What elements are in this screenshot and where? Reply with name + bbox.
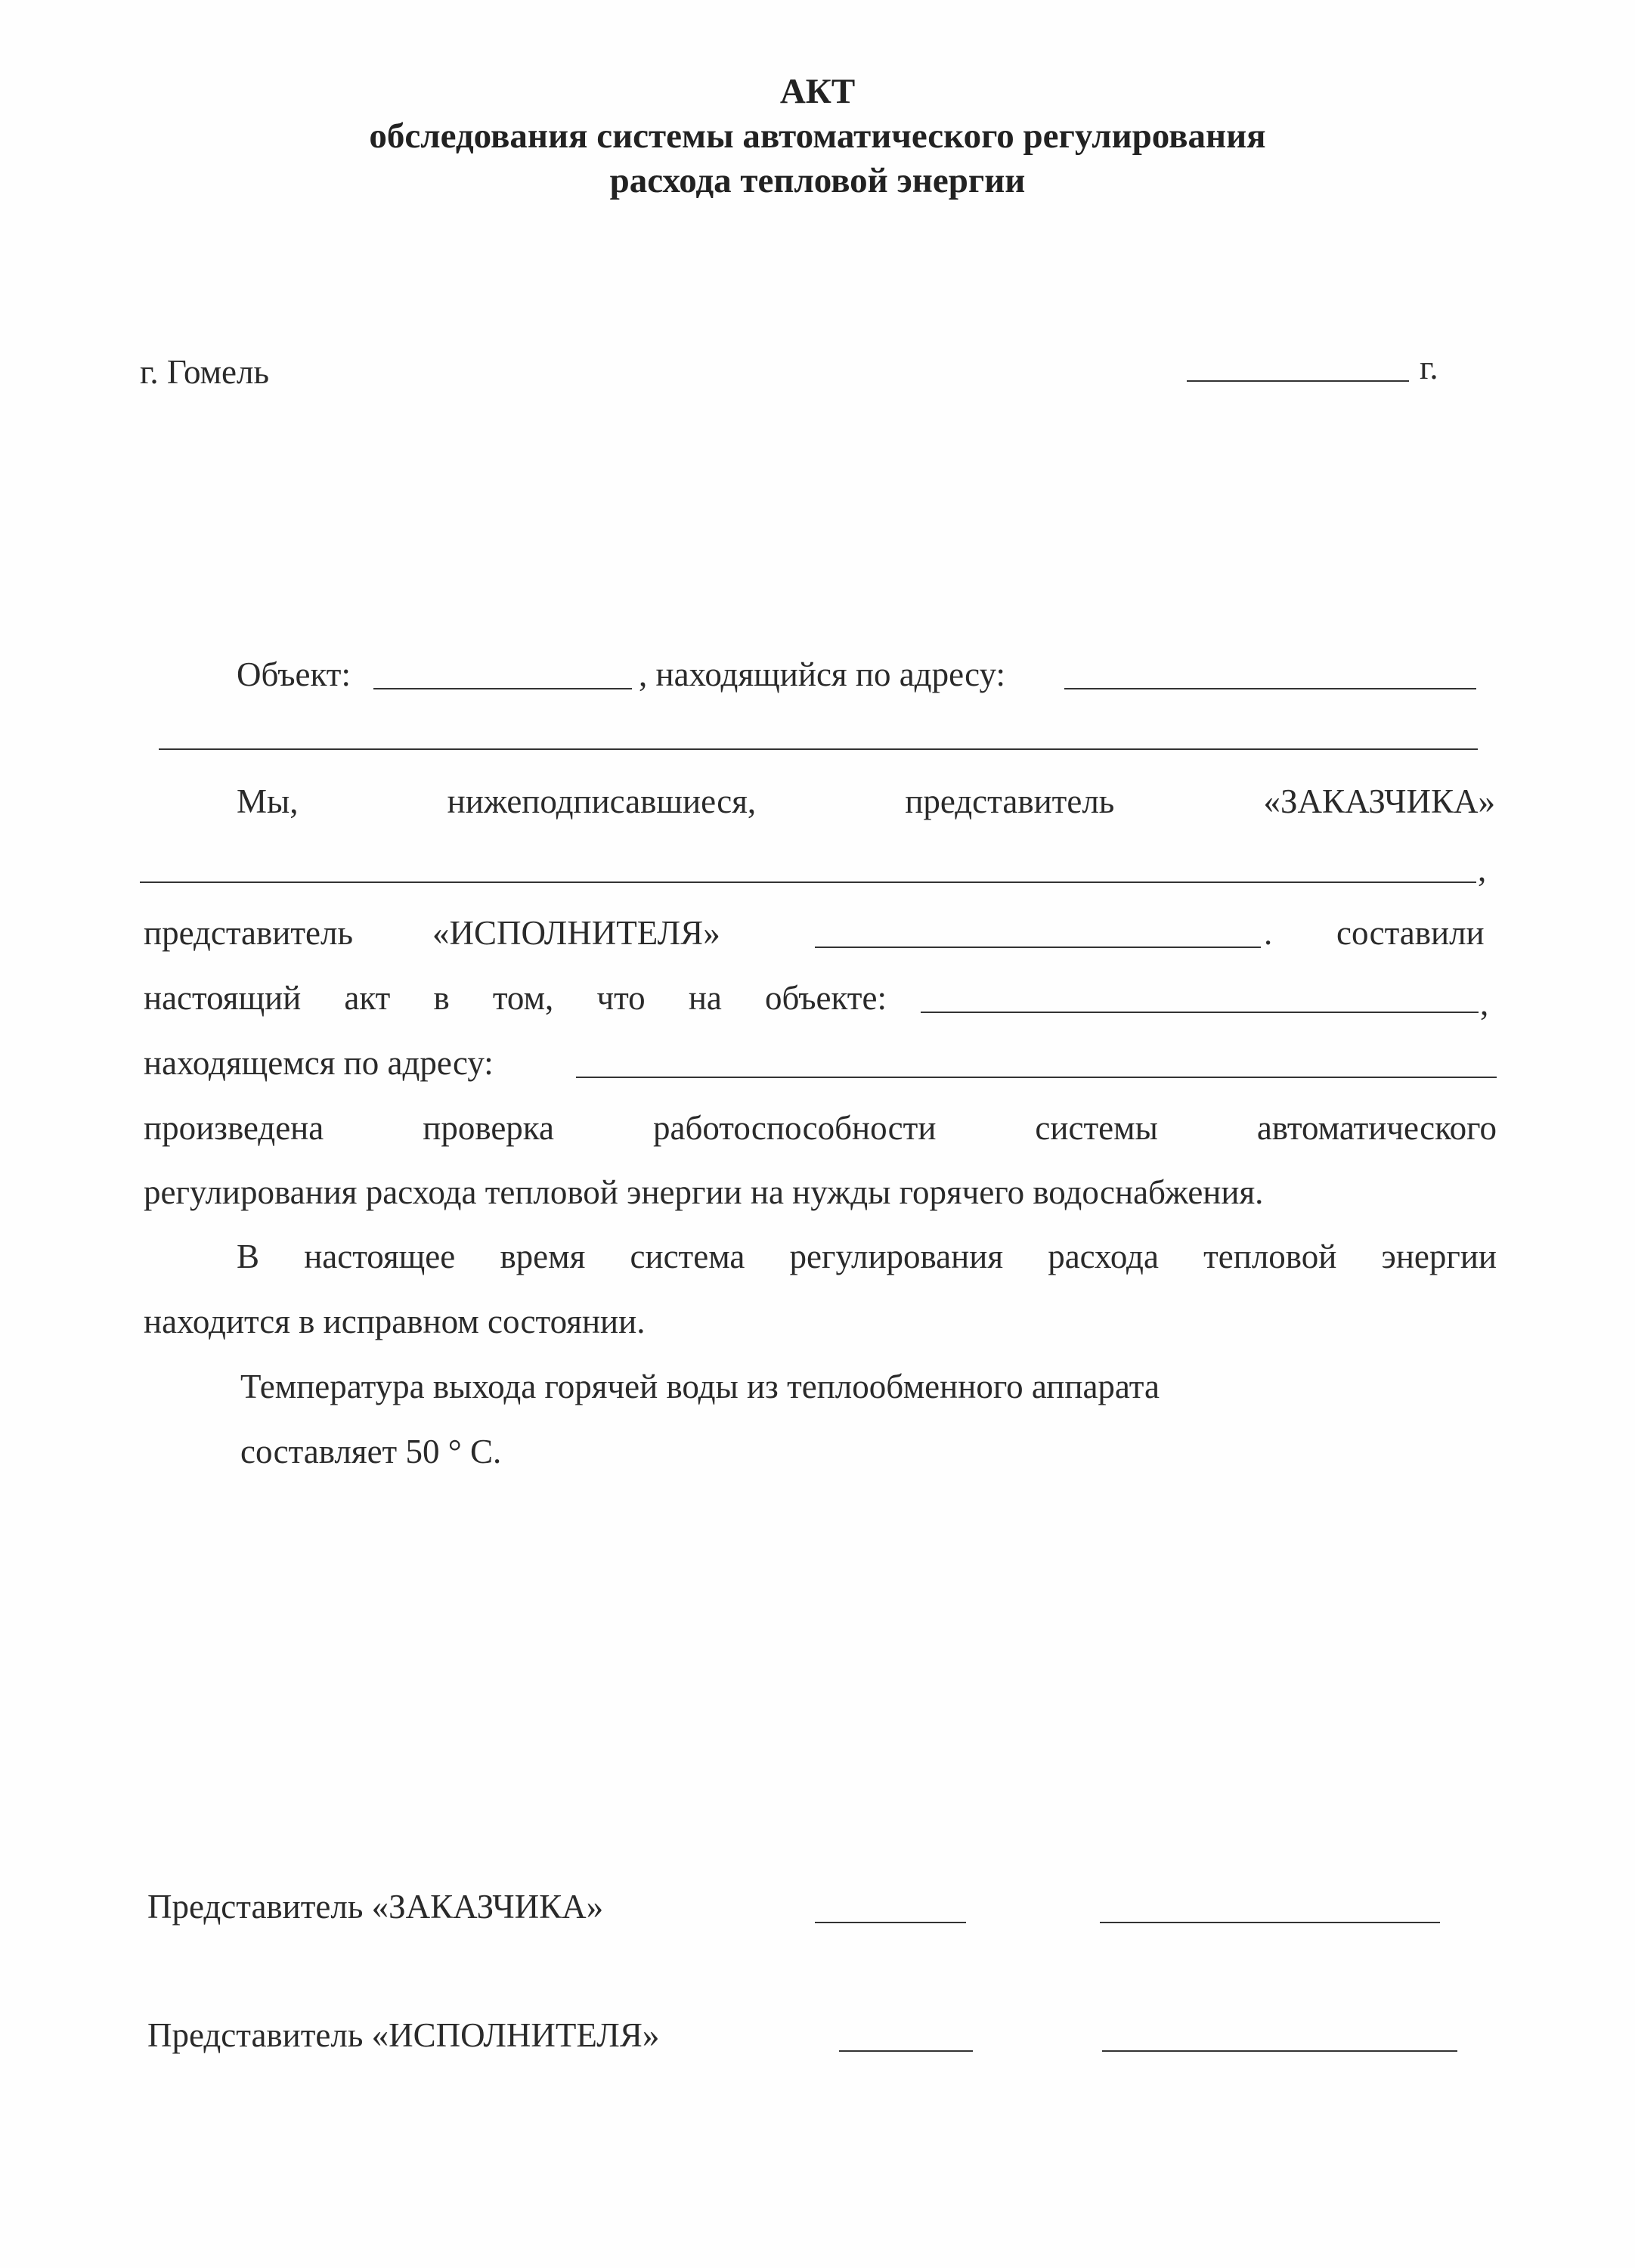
period: . [1264, 914, 1273, 952]
status-word: В [237, 1238, 260, 1275]
executor-signature-label: Представитель «ИСПОЛНИТЕЛЯ» [147, 2016, 660, 2054]
act-word: что [596, 979, 646, 1017]
we-word: нижеподписавшиеся, [447, 782, 757, 820]
temperature-line-2: составляет 50 ° С. [240, 1433, 502, 1470]
we-word: «ЗАКАЗЧИКА» [1263, 782, 1495, 820]
object-blank [921, 1012, 1479, 1013]
executor-rep-blank [815, 947, 1261, 948]
document-title: АКТ [779, 72, 856, 111]
city-label: г. Гомель [140, 353, 270, 391]
customer-signature-blank [815, 1922, 966, 1923]
status-word: энергии [1381, 1238, 1497, 1275]
object-name-blank [373, 688, 632, 689]
act-word: акт [344, 979, 391, 1017]
customer-name-blank [1100, 1922, 1440, 1923]
we-word: представитель [905, 782, 1115, 820]
executor-rep-label: представитель [144, 914, 353, 952]
act-word: в [433, 979, 450, 1017]
object-address-blank-2 [159, 748, 1478, 750]
act-word: том, [492, 979, 554, 1017]
check-line-2: регулирования расхода тепловой энергии на нужды горячего водоснабжения. [144, 1173, 1264, 1211]
check-line [144, 1111, 1497, 1145]
act-word: на [688, 979, 722, 1017]
status-word: время [500, 1238, 586, 1275]
we-word: Мы, [237, 782, 299, 820]
check-word: автоматического [1256, 1109, 1497, 1147]
date-blank [1187, 380, 1409, 382]
document-subtitle-line1: обследования системы автоматического регулирования [369, 116, 1266, 156]
executor-signature-blank [839, 2050, 973, 2052]
executor-name-blank [1102, 2050, 1457, 2052]
act-word: настоящий [144, 979, 302, 1017]
status-line [237, 1240, 1497, 1274]
status-line-2: находится в исправном состоянии. [144, 1303, 646, 1340]
address-label: находящемся по адресу: [144, 1044, 494, 1082]
check-word: работоспособности [652, 1109, 937, 1147]
check-word: проверка [423, 1109, 554, 1147]
executor-name: «ИСПОЛНИТЕЛЯ» [432, 914, 720, 952]
object-address-blank [1064, 688, 1476, 689]
composed-word: составили [1336, 914, 1485, 952]
date-suffix: г. [1420, 349, 1438, 386]
document-subtitle-line2: расхода тепловой энергии [609, 161, 1026, 200]
check-word: произведена [144, 1109, 324, 1147]
customer-rep-blank [140, 881, 1476, 883]
act-line [144, 981, 887, 1015]
object-label: Объект: [237, 655, 351, 693]
status-word: регулирования [789, 1238, 1004, 1275]
address-blank [576, 1077, 1497, 1078]
status-word: расхода [1048, 1238, 1159, 1275]
status-word: тепловой [1203, 1238, 1337, 1275]
we-line [237, 782, 1495, 820]
status-word: настоящее [304, 1238, 456, 1275]
check-word: системы [1035, 1109, 1158, 1147]
object-address-label: , находящийся по адресу: [639, 655, 1005, 693]
comma: , [1478, 850, 1487, 888]
temperature-line-1: Температура выхода горячей воды из теплообменного аппарата [240, 1368, 1160, 1405]
status-word: система [630, 1238, 745, 1275]
act-word: объекте: [765, 979, 887, 1017]
customer-signature-label: Представитель «ЗАКАЗЧИКА» [147, 1888, 604, 1926]
comma: , [1480, 984, 1489, 1022]
